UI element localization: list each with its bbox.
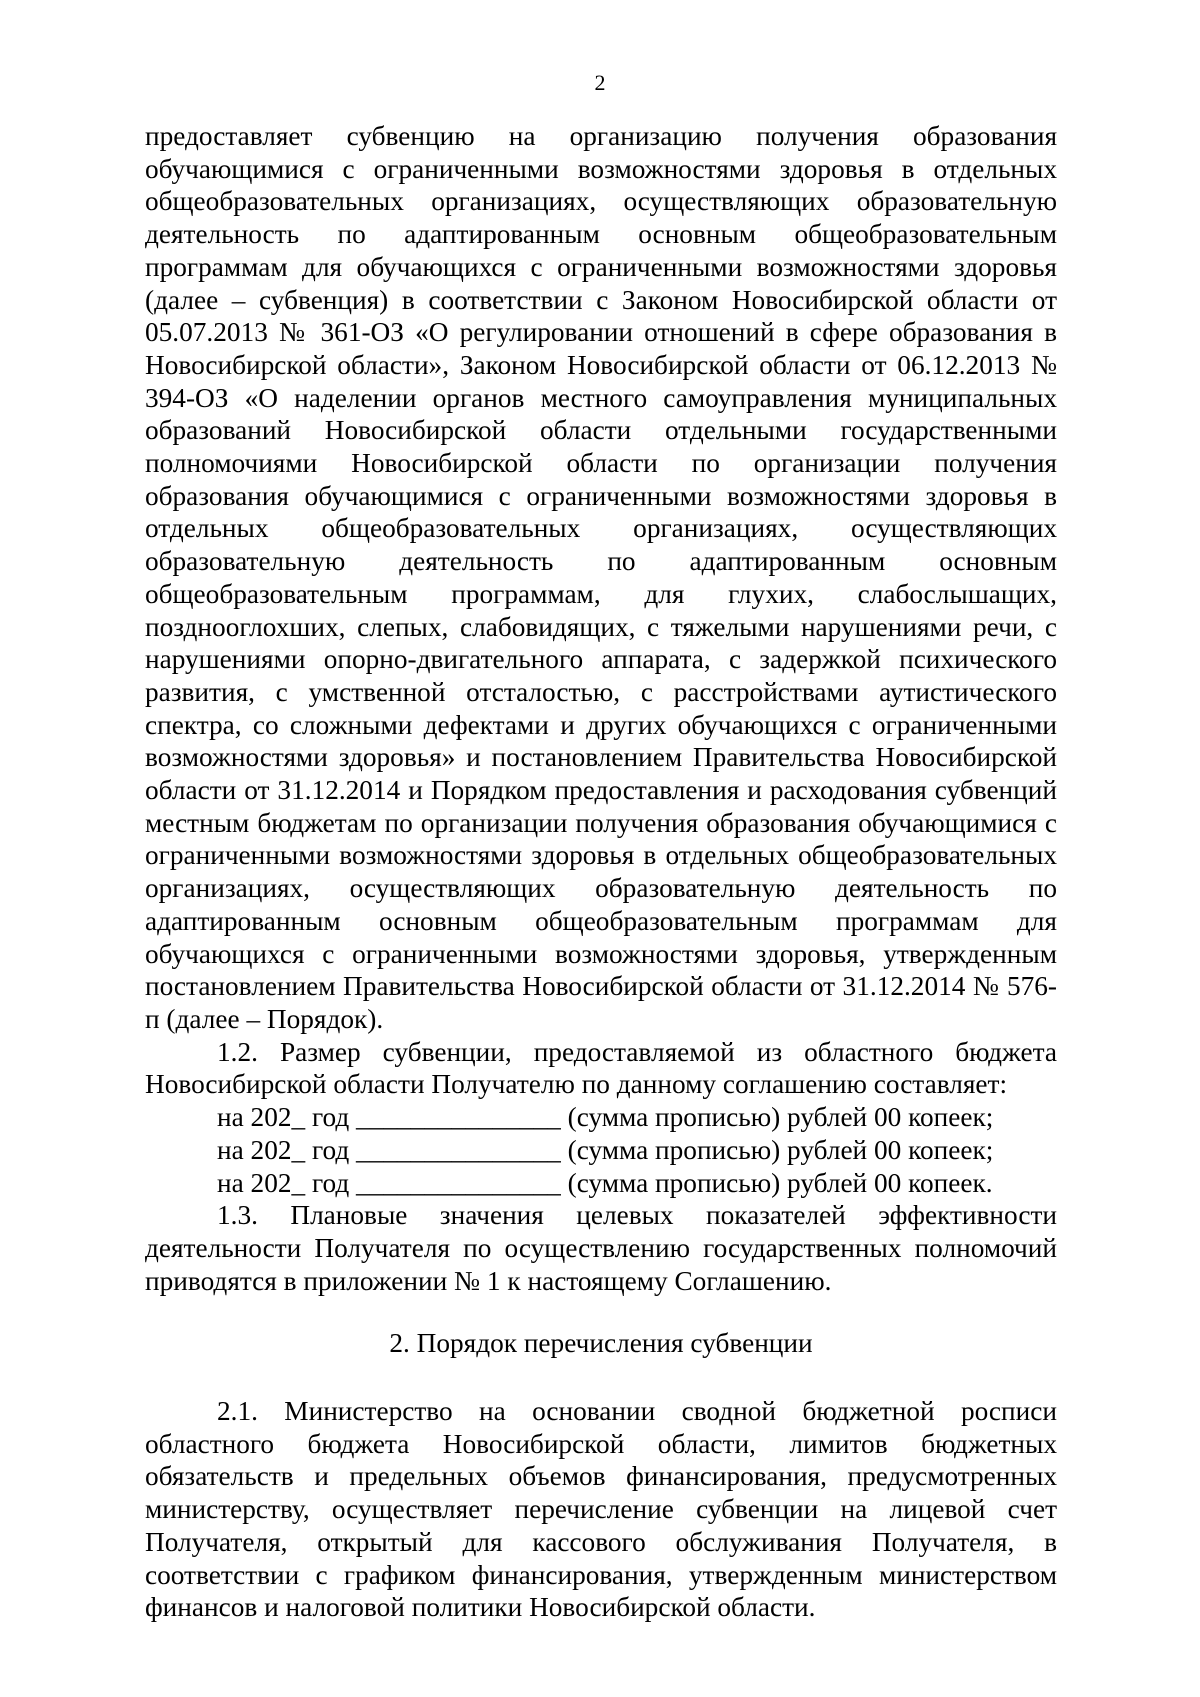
intro-paragraph: предоставляет субвенцию на организацию получения образования обучающимися с ограниченными возможностями здоровья в отдельных общеобразовательных организациях, осуществляющих образовательную деятельность по адаптированным основным общеобразовательным программам для обучающихся с ограниченными возможностями здоровья (далее – субвенция) в соответствии с Законом Новосибирской области от 05.07.2013 № 361-ОЗ «О регулировании отношений в сфере образования в Новосибирской области», Законом Новосибирской области от 06.12.2013 № 394-ОЗ «О наделении органов местного самоуправления муниципальных образований Новосибирской области отдельными государственными полномочиями Новосибирской области по организации получения образования обучающимися с ограниченными возможностями здоровья в отдельных общеобразовательных организациях, осуществляющих образовательную деятельность по адаптированным основным общеобразовательным программам, для глухих, слабослышащих, позднооглохших, слепых, слабовидящих, с тяжелыми нарушениями речи, с нарушениями опорно-двигательного аппарата, с задержкой психического развития, с умственной отсталостью, с расстройствами аутистического спектра, со сложными дефектами и других обучающихся с ограниченными возможностями здоровья» и постановлением Правительства Новосибирской области от 31.12.2014 и Порядком предоставления и расходования субвенций местным бюджетам по организации получения образования обучающимися с ограниченными возможностями здоровья в отдельных общеобразовательных организациях, осуществляющих образовательную деятельность по адаптированным основным общеобразовательным программам для обучающихся с ограниченными возможностями здоровья, утвержденным постановлением Правительства Новосибирской области от 31.12.2014 № 576-п (далее – Порядок). xyxy=(145,121,1057,1034)
clause-1-2: 1.2. Размер субвенции, предоставляемой из областного бюджета Новосибирской области Получателю по данному соглашению составляет: xyxy=(145,1036,1057,1100)
amount-line-3: на 202_ год _______________ (сумма прописью) рублей 00 копеек. xyxy=(217,1167,993,1198)
page-number: 2 xyxy=(594,70,606,95)
clause-2-1: 2.1. Министерство на основании сводной бюджетной росписи областного бюджета Новосибирской области, лимитов бюджетных обязательств и предельных объемов финансирования, предусмотренных министерству, осуществляет перечисление субвенции на лицевой счет Получателя, открытый для кассового обслуживания Получателя, в соответствии с графиком финансирования, утвержденным министерством финансов и налоговой политики Новосибирской области. xyxy=(145,1396,1057,1623)
section-2-heading: 2. Порядок перечисления субвенции xyxy=(389,1328,813,1359)
amount-line-1: на 202_ год _______________ (сумма прописью) рублей 00 копеек; xyxy=(217,1102,994,1133)
clause-1-3: 1.3. Плановые значения целевых показателей эффективности деятельности Получателя по осуществлению государственных полномочий приводятся в приложении № 1 к настоящему Соглашению. xyxy=(145,1200,1057,1296)
amount-line-2: на 202_ год _______________ (сумма прописью) рублей 00 копеек; xyxy=(217,1134,994,1165)
document-body xyxy=(145,120,1057,1624)
